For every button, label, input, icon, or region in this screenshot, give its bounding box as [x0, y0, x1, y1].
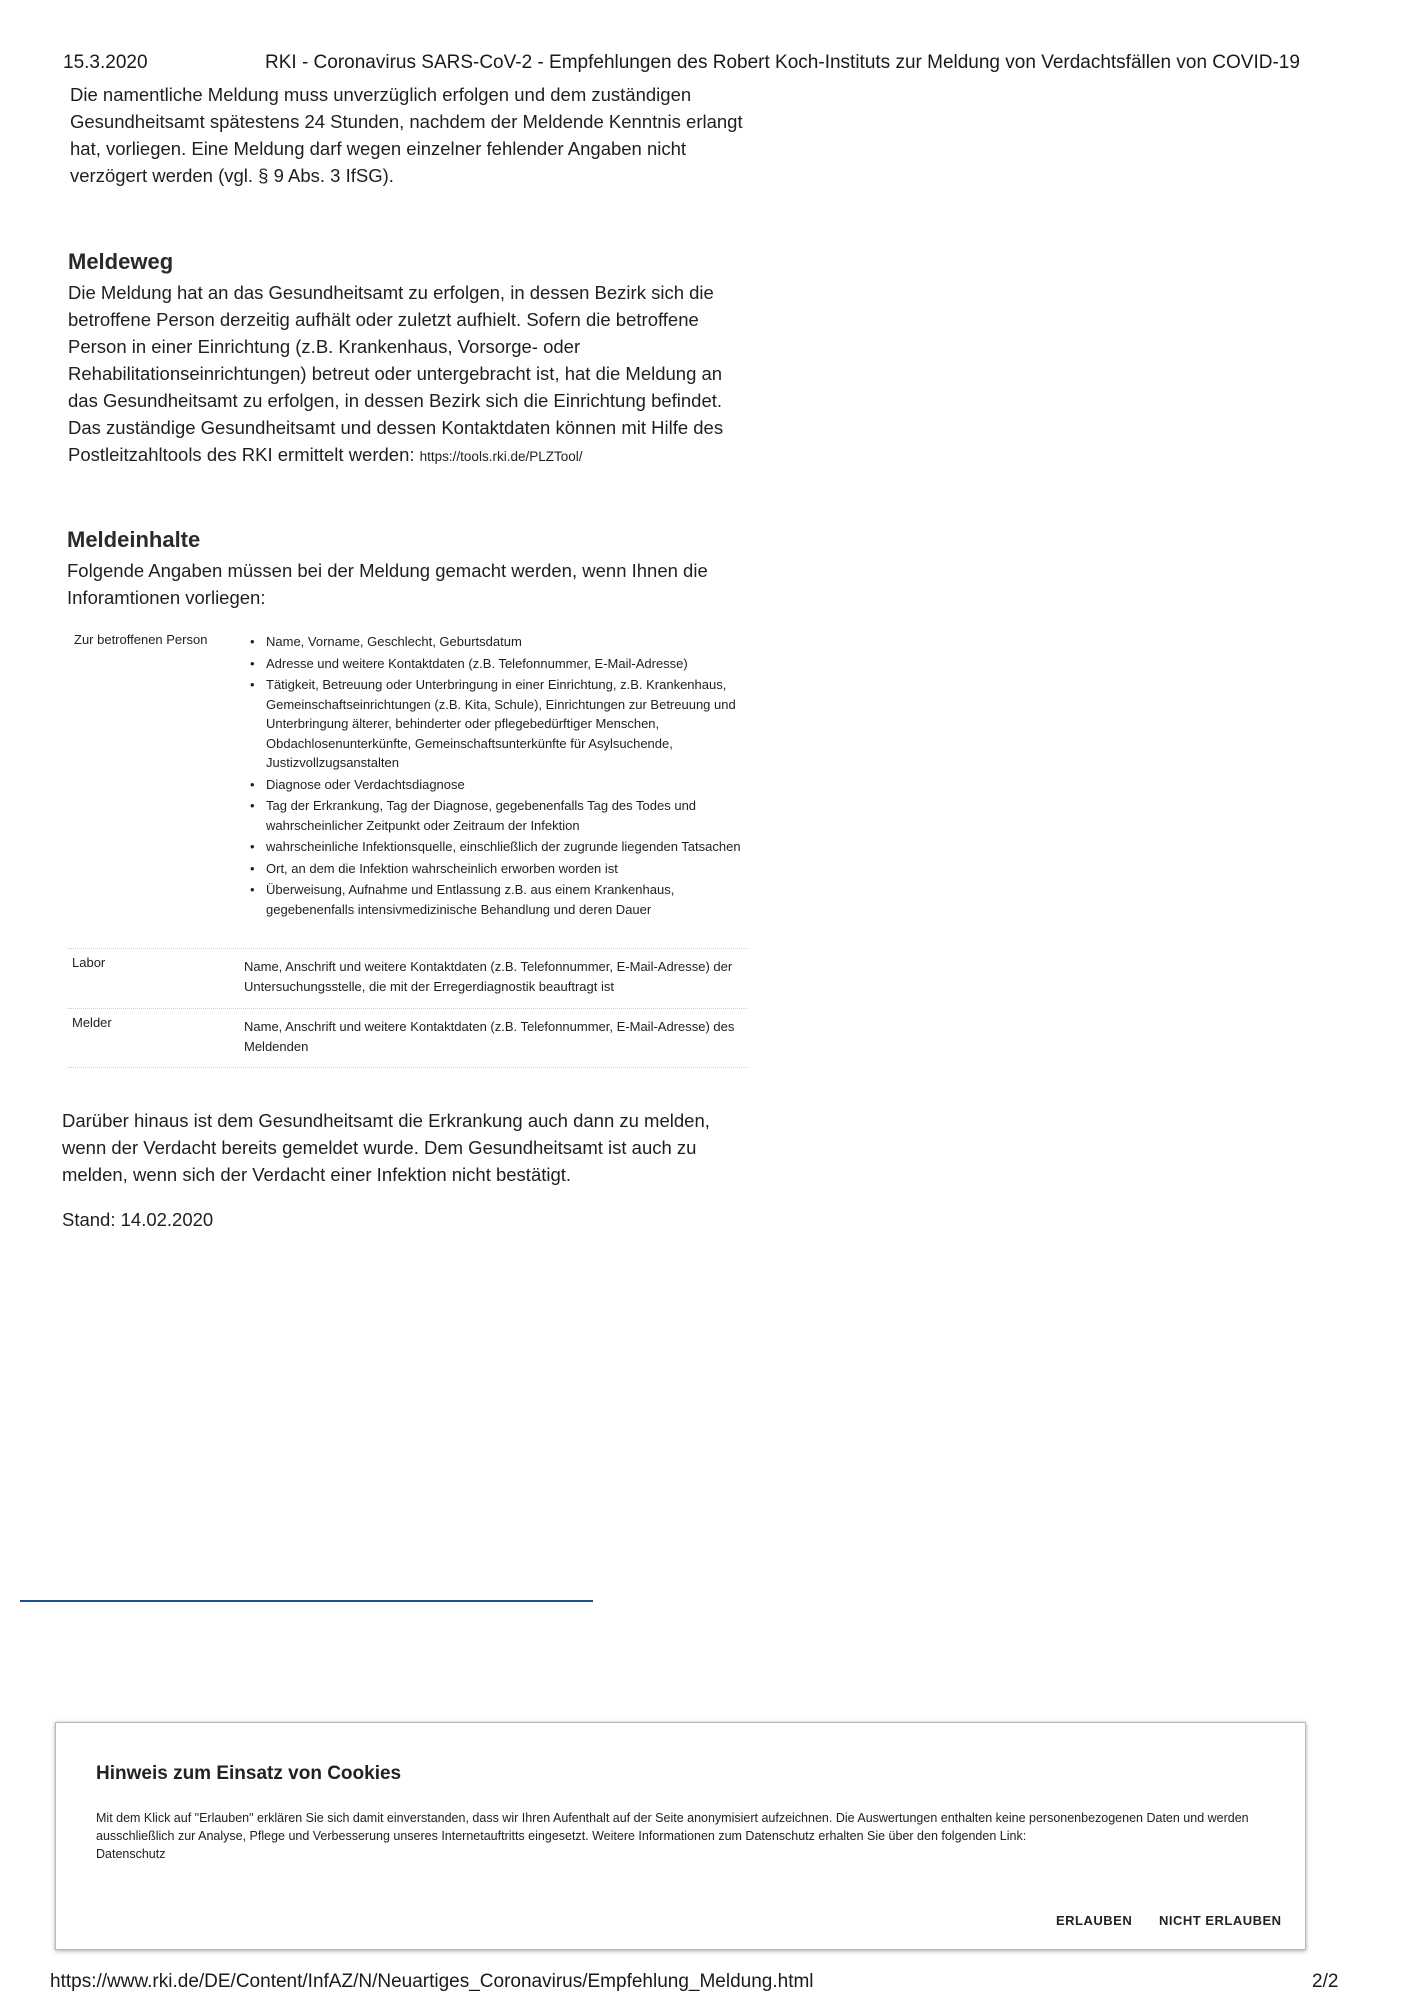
list-item: • Tag der Erkrankung, Tag der Diagnose, gegebenenfalls Tag des Todes und wahrscheinlicher Zeitpunkt oder Zeitraum der Infektion: [246, 796, 766, 835]
meldeweg-line: das Gesundheitsamt zu erfolgen, in dessen Bezirk sich die Einrichtung befindet.: [68, 390, 723, 411]
intro-line: hat, vorliegen. Eine Meldung darf wegen einzelner fehlender Angaben nicht: [70, 138, 687, 159]
plz-tool-link[interactable]: https://tools.rki.de/PLZTool/: [419, 449, 583, 464]
meldeweg-line: Das zuständige Gesundheitsamt und dessen Kontaktdaten können mit Hilfe des: [68, 417, 724, 438]
intro-paragraph: [70, 81, 770, 189]
list-item: • Tätigkeit, Betreuung oder Unterbringung in einer Einrichtung, z.B. Krankenhaus, Gemeinschaftseinrichtungen (z.B. Kita, Schule), Einrichtungen zur Betreuung und Unterbringung älterer, behinderter oder pflegebedürftiger Menschen, Obdachlosenunterkünfte, Gemeinschaftsunterkünfte für Asylsuchende, Justizvollzugsanstalten: [246, 675, 766, 773]
meldeinhalte-line: Folgende Angaben müssen bei der Meldung gemacht werden, wenn Ihnen die: [67, 560, 708, 581]
closing-line: wenn der Verdacht bereits gemeldet wurde. Dem Gesundheitsamt ist auch zu: [62, 1137, 697, 1158]
meldeweg-line: betroffene Person derzeitig aufhält oder zuletzt aufhielt. Sofern die betroffene: [68, 309, 699, 330]
closing-line: melden, wenn sich der Verdacht einer Infektion nicht bestätigt.: [62, 1164, 572, 1185]
meldeinhalte-table: [68, 628, 748, 1068]
row-label-person: Zur betroffenen Person: [74, 632, 208, 647]
row-label-melder: Melder: [72, 1015, 112, 1030]
print-footer-url: https://www.rki.de/DE/Content/InfAZ/N/Neuartiges_Coronavirus/Empfehlung_Meldung.html: [50, 1971, 814, 1992]
meldeinhalte-line: Inforamtionen vorliegen:: [67, 587, 266, 608]
table-row-labor: [68, 951, 748, 1009]
meldeweg-line: Person in einer Einrichtung (z.B. Krankenhaus, Vorsorge- oder: [68, 336, 581, 357]
list-item: • Diagnose oder Verdachtsdiagnose: [246, 775, 766, 795]
print-date: 15.3.2020: [63, 52, 148, 73]
list-item: • wahrscheinliche Infektionsquelle, einschließlich der zugrunde liegenden Tatsachen: [246, 837, 766, 857]
closing-paragraph: [62, 1107, 782, 1188]
section-heading-meldeinhalte: Meldeinhalte: [67, 527, 201, 552]
row-body-labor: Name, Anschrift und weitere Kontaktdaten (z.B. Telefonnummer, E-Mail-Adresse) der Untersuchungsstelle, die mit der Erregerdiagnostik beauftragt ist: [244, 959, 733, 994]
meldeweg-line: Die Meldung hat an das Gesundheitsamt zu erfolgen, in dessen Bezirk sich die: [68, 282, 714, 303]
meldeweg-line: Rehabilitationseinrichtungen) betreut oder untergebracht ist, hat die Meldung an: [68, 363, 723, 384]
table-row-melder: [68, 1011, 748, 1068]
meldeweg-last-line: Postleitzahltools des RKI ermittelt werden:: [68, 444, 415, 465]
cookie-notice-text: Mit dem Klick auf "Erlauben" erklären Sie sich damit einverstanden, dass wir Ihren Aufenthalt auf der Seite anonymisiert aufzeichnen. Die Auswertungen enthalten keine personenbezogenen Daten und werden ausschließlich zur Analyse, Pflege und Verbesserung unseres Internetauftritts eingesetzt. Weitere Informationen zum Datenschutz erhalten Sie über den folgenden Link:: [96, 1811, 1249, 1843]
deny-cookies-button[interactable]: NICHT ERLAUBEN: [1159, 1913, 1282, 1928]
divider-rule: [20, 1600, 593, 1602]
cookie-banner-text: [96, 1809, 1276, 1863]
meldeweg-paragraph: [68, 279, 768, 470]
intro-line: Gesundheitsamt spätestens 24 Stunden, nachdem der Meldende Kenntnis erlangt: [70, 111, 743, 132]
list-item: • Name, Vorname, Geschlecht, Geburtsdatum: [246, 632, 766, 652]
list-item: • Ort, an dem die Infektion wahrscheinlich erworben worden ist: [246, 859, 766, 879]
row-label-labor: Labor: [72, 955, 106, 970]
print-page-number: 2/2: [1312, 1971, 1339, 1992]
allow-cookies-button[interactable]: ERLAUBEN: [1056, 1913, 1133, 1928]
stand-date: Stand: 14.02.2020: [62, 1209, 214, 1230]
section-heading-meldeweg: Meldeweg: [68, 249, 174, 274]
table-row-person: [68, 628, 748, 949]
closing-line: Darüber hinaus ist dem Gesundheitsamt die Erkrankung auch dann zu melden,: [62, 1110, 710, 1131]
meldeinhalte-paragraph: [67, 557, 767, 611]
cookie-banner-title: Hinweis zum Einsatz von Cookies: [96, 1763, 402, 1784]
row-body-melder: Name, Anschrift und weitere Kontaktdaten (z.B. Telefonnummer, E-Mail-Adresse) des Meldenden: [244, 1019, 735, 1054]
list-item: • Überweisung, Aufnahme und Entlassung z.B. aus einem Krankenhaus, gegebenenfalls intensivmedizinische Behandlung und deren Dauer: [246, 880, 766, 919]
datenschutz-link[interactable]: Datenschutz: [96, 1847, 166, 1861]
print-page-title: RKI - Coronavirus SARS-CoV-2 - Empfehlungen des Robert Koch-Instituts zur Meldung von Verdachtsfällen von COVID-19: [265, 52, 1300, 73]
person-items-list: [246, 632, 748, 919]
intro-line: Die namentliche Meldung muss unverzüglich erfolgen und dem zuständigen: [70, 84, 692, 105]
intro-line: verzögert werden (vgl. § 9 Abs. 3 IfSG).: [70, 165, 394, 186]
row-body-person: [246, 628, 748, 919]
meldeweg-line: [68, 441, 768, 470]
list-item: • Adresse und weitere Kontaktdaten (z.B. Telefonnummer, E-Mail-Adresse): [246, 654, 766, 674]
cookie-banner: [55, 1722, 1306, 1950]
